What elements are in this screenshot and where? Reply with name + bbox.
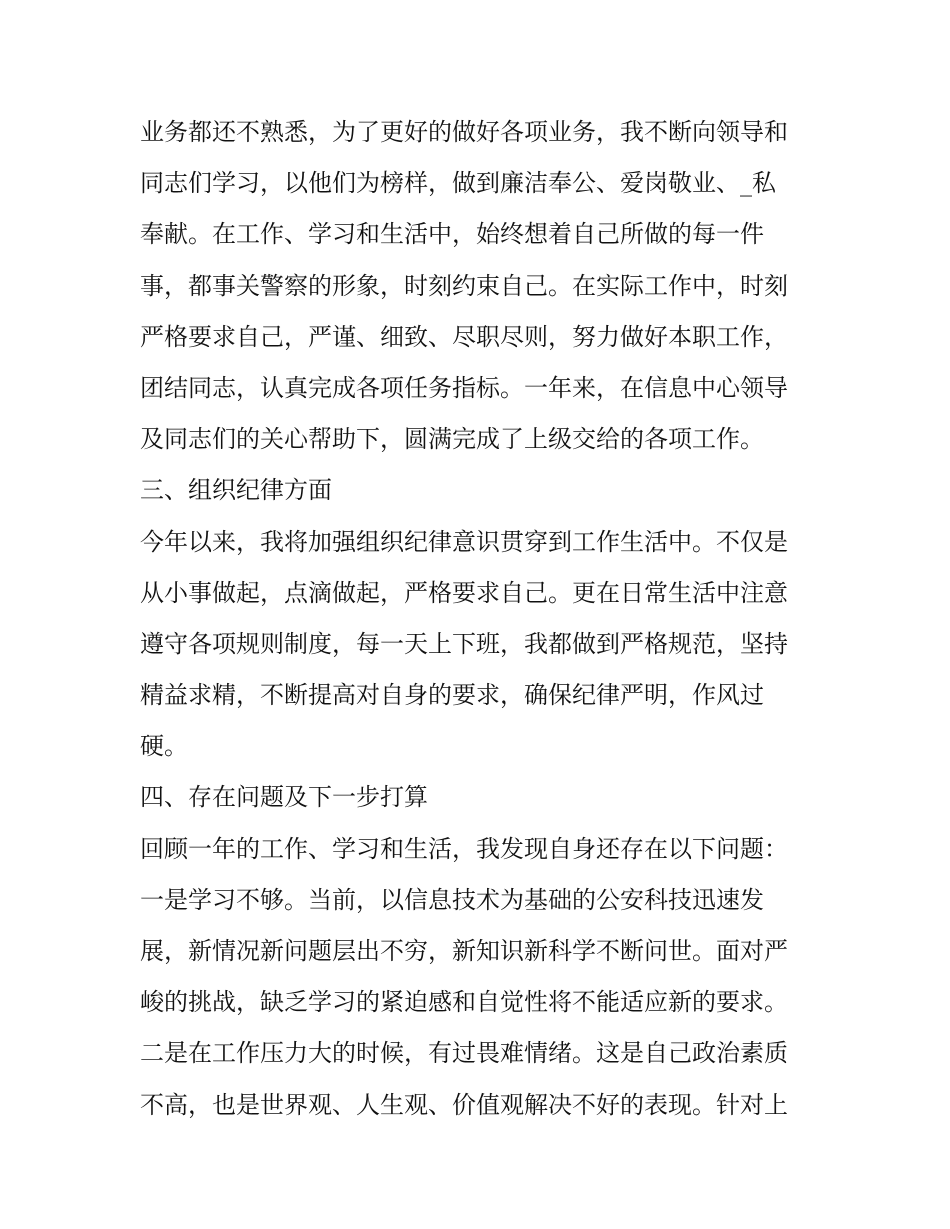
text-line: 一是学习不够。当前，以信息技术为基础的公安科技迅速发 — [140, 885, 764, 914]
text-line: 不高，也是世界观、人生观、价值观解决不好的表现。针对上 — [140, 1090, 788, 1119]
text-line: 同志们学习，以他们为榜样，做到廉洁奉公、爱岗敬业、_私 — [140, 169, 776, 198]
text-line: 从小事做起，点滴做起，严格要求自己。更在日常生活中注意 — [140, 578, 788, 607]
text-line: 回顾一年的工作、学习和生活，我发现自身还存在以下问题： — [140, 834, 788, 863]
text-line: 业务都还不熟悉，为了更好的做好各项业务，我不断向领导和 — [140, 118, 788, 146]
text-line: 遵守各项规则制度，每一天上下班，我都做到严格规范，坚持 — [140, 629, 788, 658]
section-heading: 四、存在问题及下一步打算 — [140, 783, 428, 812]
document-body — [140, 107, 820, 1131]
text-line: 奉献。在工作、学习和生活中，始终想着自己所做的每一件 — [140, 220, 764, 249]
text-line: 峻的挑战，缺乏学习的紧迫感和自觉性将不能适应新的要求。 — [140, 988, 788, 1017]
section-heading: 三、组织纪律方面 — [140, 476, 332, 505]
text-line: 展，新情况新问题层出不穷，新知识新科学不断问世。面对严 — [140, 937, 788, 965]
text-line: 今年以来，我将加强组织纪律意识贯穿到工作生活中。不仅是 — [140, 527, 788, 556]
text-line: 严格要求自己，严谨、细致、尽职尽则，努力做好本职工作， — [140, 322, 788, 351]
text-line: 团结同志，认真完成各项任务指标。一年来，在信息中心领导 — [140, 373, 788, 402]
text-line: 二是在工作压力大的时候，有过畏难情绪。这是自己政治素质 — [140, 1039, 788, 1068]
text-line: 精益求精，不断提高对自身的要求，确保纪律严明，作风过 — [140, 681, 764, 710]
text-line: 硬。 — [140, 732, 188, 761]
text-line: 事，都事关警察的形象，时刻约束自己。在实际工作中，时刻 — [140, 271, 788, 300]
text-line: 及同志们的关心帮助下，圆满完成了上级交给的各项工作。 — [140, 425, 764, 454]
